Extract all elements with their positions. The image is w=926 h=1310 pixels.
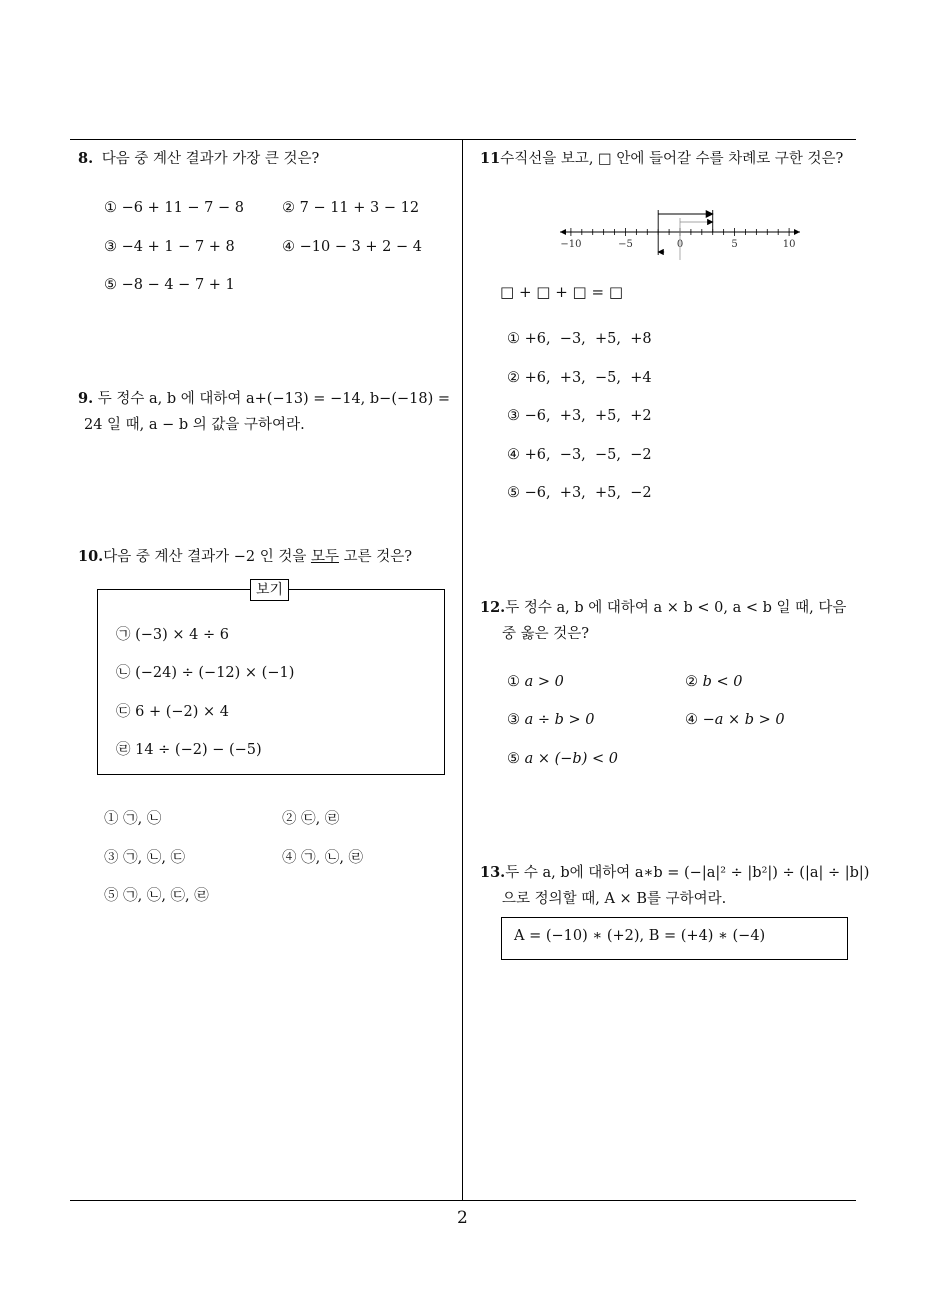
- option-mark: ④: [507, 447, 520, 463]
- page-number: 2: [457, 1208, 468, 1228]
- option-mark: ③: [507, 712, 520, 728]
- option-mark: ④: [282, 850, 297, 866]
- option-text: −8 − 4 − 7 + 1: [121, 277, 235, 293]
- top-rule: [70, 139, 856, 140]
- condition-text: A = (−10) ∗ (+2), B = (+4) ∗ (−4): [514, 928, 766, 944]
- option-mark: ②: [282, 200, 295, 216]
- bogi-item: ㉣ 14 ÷ (−2) − (−5): [116, 742, 262, 758]
- option-mark: ②: [507, 370, 520, 386]
- axis-arrow-left: [560, 229, 566, 235]
- option-text: ㉠, ㉡, ㉣: [301, 850, 364, 866]
- option-5[interactable]: [507, 485, 652, 501]
- option-text: −4 + 1 − 7 + 8: [121, 239, 235, 255]
- question-number: 9.: [78, 390, 94, 407]
- question-text: 수직선을 보고, □ 안에 들어갈 수를 차례로 구한 것은?: [500, 151, 844, 167]
- number-line-arrows: [658, 210, 713, 260]
- option-2[interactable]: [685, 674, 742, 690]
- option-2[interactable]: [282, 807, 339, 828]
- question-text-line2: 중 옳은 것은?: [502, 626, 590, 642]
- question-9: [78, 386, 458, 438]
- equation: □ + □ + □ = □: [500, 283, 624, 301]
- option-text: +6, +3, −5, +4: [524, 370, 652, 386]
- option-mark: ①: [507, 674, 520, 690]
- question-number: 13.: [480, 864, 506, 881]
- option-text: −6, +3, +5, −2: [524, 485, 652, 501]
- option-mark: ⑤: [104, 277, 117, 293]
- option-3[interactable]: [507, 408, 652, 424]
- option-5[interactable]: [507, 751, 618, 767]
- option-mark: ④: [685, 712, 698, 728]
- option-text: ㉠, ㉡, ㉢, ㉣: [123, 888, 209, 904]
- question-text: 다음 중 계산 결과가 −2 인 것을 모두 고른 것은?: [103, 549, 412, 565]
- question-text-line2: 24 일 때, a − b 의 값을 구하여라.: [84, 417, 305, 433]
- question-number: 11: [480, 150, 501, 167]
- option-5[interactable]: [104, 277, 235, 293]
- option-4[interactable]: [282, 846, 363, 867]
- option-text: 7 − 11 + 3 − 12: [299, 200, 420, 216]
- option-1[interactable]: [104, 807, 161, 828]
- question-number: 12.: [480, 599, 506, 616]
- option-mark: ①: [104, 200, 117, 216]
- option-mark: ②: [685, 674, 698, 690]
- question-11: [480, 146, 843, 172]
- option-1[interactable]: [507, 331, 652, 347]
- question-number: 10.: [78, 548, 104, 565]
- question-text-line1: 두 정수 a, b 에 대하여 a+(−13) = −14, b−(−18) =: [97, 391, 450, 407]
- option-mark: ③: [104, 239, 117, 255]
- option-3[interactable]: [104, 239, 235, 255]
- option-mark: ①: [104, 811, 119, 827]
- column-divider: [462, 139, 463, 1201]
- option-text: +6, −3, −5, −2: [524, 447, 652, 463]
- option-text: a ÷ b > 0: [524, 712, 595, 728]
- bogi-item: ㉠ (−3) × 4 ÷ 6: [116, 627, 229, 643]
- tick-label: −5: [618, 239, 633, 250]
- option-text: a × (−b) < 0: [524, 751, 618, 767]
- option-3[interactable]: [104, 846, 185, 867]
- option-text: ㉠, ㉡, ㉢: [123, 850, 186, 866]
- option-1[interactable]: [507, 674, 564, 690]
- option-mark: ③: [507, 408, 520, 424]
- option-mark: ⑤: [507, 751, 520, 767]
- question-8: [78, 146, 319, 172]
- tick-label: 5: [731, 239, 738, 250]
- number-line-figure: [550, 200, 810, 264]
- option-text: b < 0: [702, 674, 743, 690]
- option-text: −10 − 3 + 2 − 4: [299, 239, 422, 255]
- option-mark: ①: [507, 331, 520, 347]
- axis-arrow-right: [794, 229, 800, 235]
- bogi-item: ㉡ (−24) ÷ (−12) × (−1): [116, 665, 295, 681]
- option-4[interactable]: [507, 447, 652, 463]
- option-1[interactable]: [104, 200, 244, 216]
- option-4[interactable]: [685, 712, 785, 728]
- bogi-item: ㉢ 6 + (−2) × 4: [116, 704, 229, 720]
- option-text: ㉠, ㉡: [123, 811, 162, 827]
- option-text: a > 0: [524, 674, 564, 690]
- option-text: −6, +3, +5, +2: [524, 408, 652, 424]
- question-number: 8.: [78, 150, 94, 167]
- option-mark: ⑤: [104, 888, 119, 904]
- option-text: ㉢, ㉣: [301, 811, 340, 827]
- bogi-title: 보기: [250, 579, 289, 601]
- question-10: [78, 544, 412, 570]
- option-text: −6 + 11 − 7 − 8: [121, 200, 244, 216]
- option-3[interactable]: [507, 712, 595, 728]
- option-text: −a × b > 0: [702, 712, 785, 728]
- condition-box: [501, 917, 848, 960]
- question-12: [480, 595, 860, 647]
- question-text-line2: 으로 정의할 때, A × B를 구하여라.: [502, 891, 727, 907]
- tick-label: 0: [676, 239, 684, 250]
- option-mark: ③: [104, 850, 119, 866]
- bottom-rule: [70, 1200, 856, 1201]
- question-text: 다음 중 계산 결과가 가장 큰 것은?: [101, 151, 320, 167]
- question-text-line1: 두 수 a, b에 대하여 a∗b = (−|a|² ÷ |b²|) ÷ (|a| ÷ |b|): [505, 865, 870, 881]
- option-4[interactable]: [282, 239, 422, 255]
- option-mark: ⑤: [507, 485, 520, 501]
- option-mark: ④: [282, 239, 295, 255]
- option-5[interactable]: [104, 884, 209, 905]
- option-mark: ②: [282, 811, 297, 827]
- option-text: +6, −3, +5, +8: [524, 331, 652, 347]
- question-13: [480, 860, 870, 912]
- question-text-line1: 두 정수 a, b 에 대하여 a × b < 0, a < b 일 때, 다음: [505, 600, 847, 616]
- underlined-emphasis: 모두: [310, 549, 339, 565]
- option-2[interactable]: [507, 370, 652, 386]
- number-line-labels: [560, 239, 795, 250]
- tick-label: 10: [782, 239, 796, 250]
- option-2[interactable]: [282, 200, 419, 216]
- tick-label: −10: [560, 239, 582, 250]
